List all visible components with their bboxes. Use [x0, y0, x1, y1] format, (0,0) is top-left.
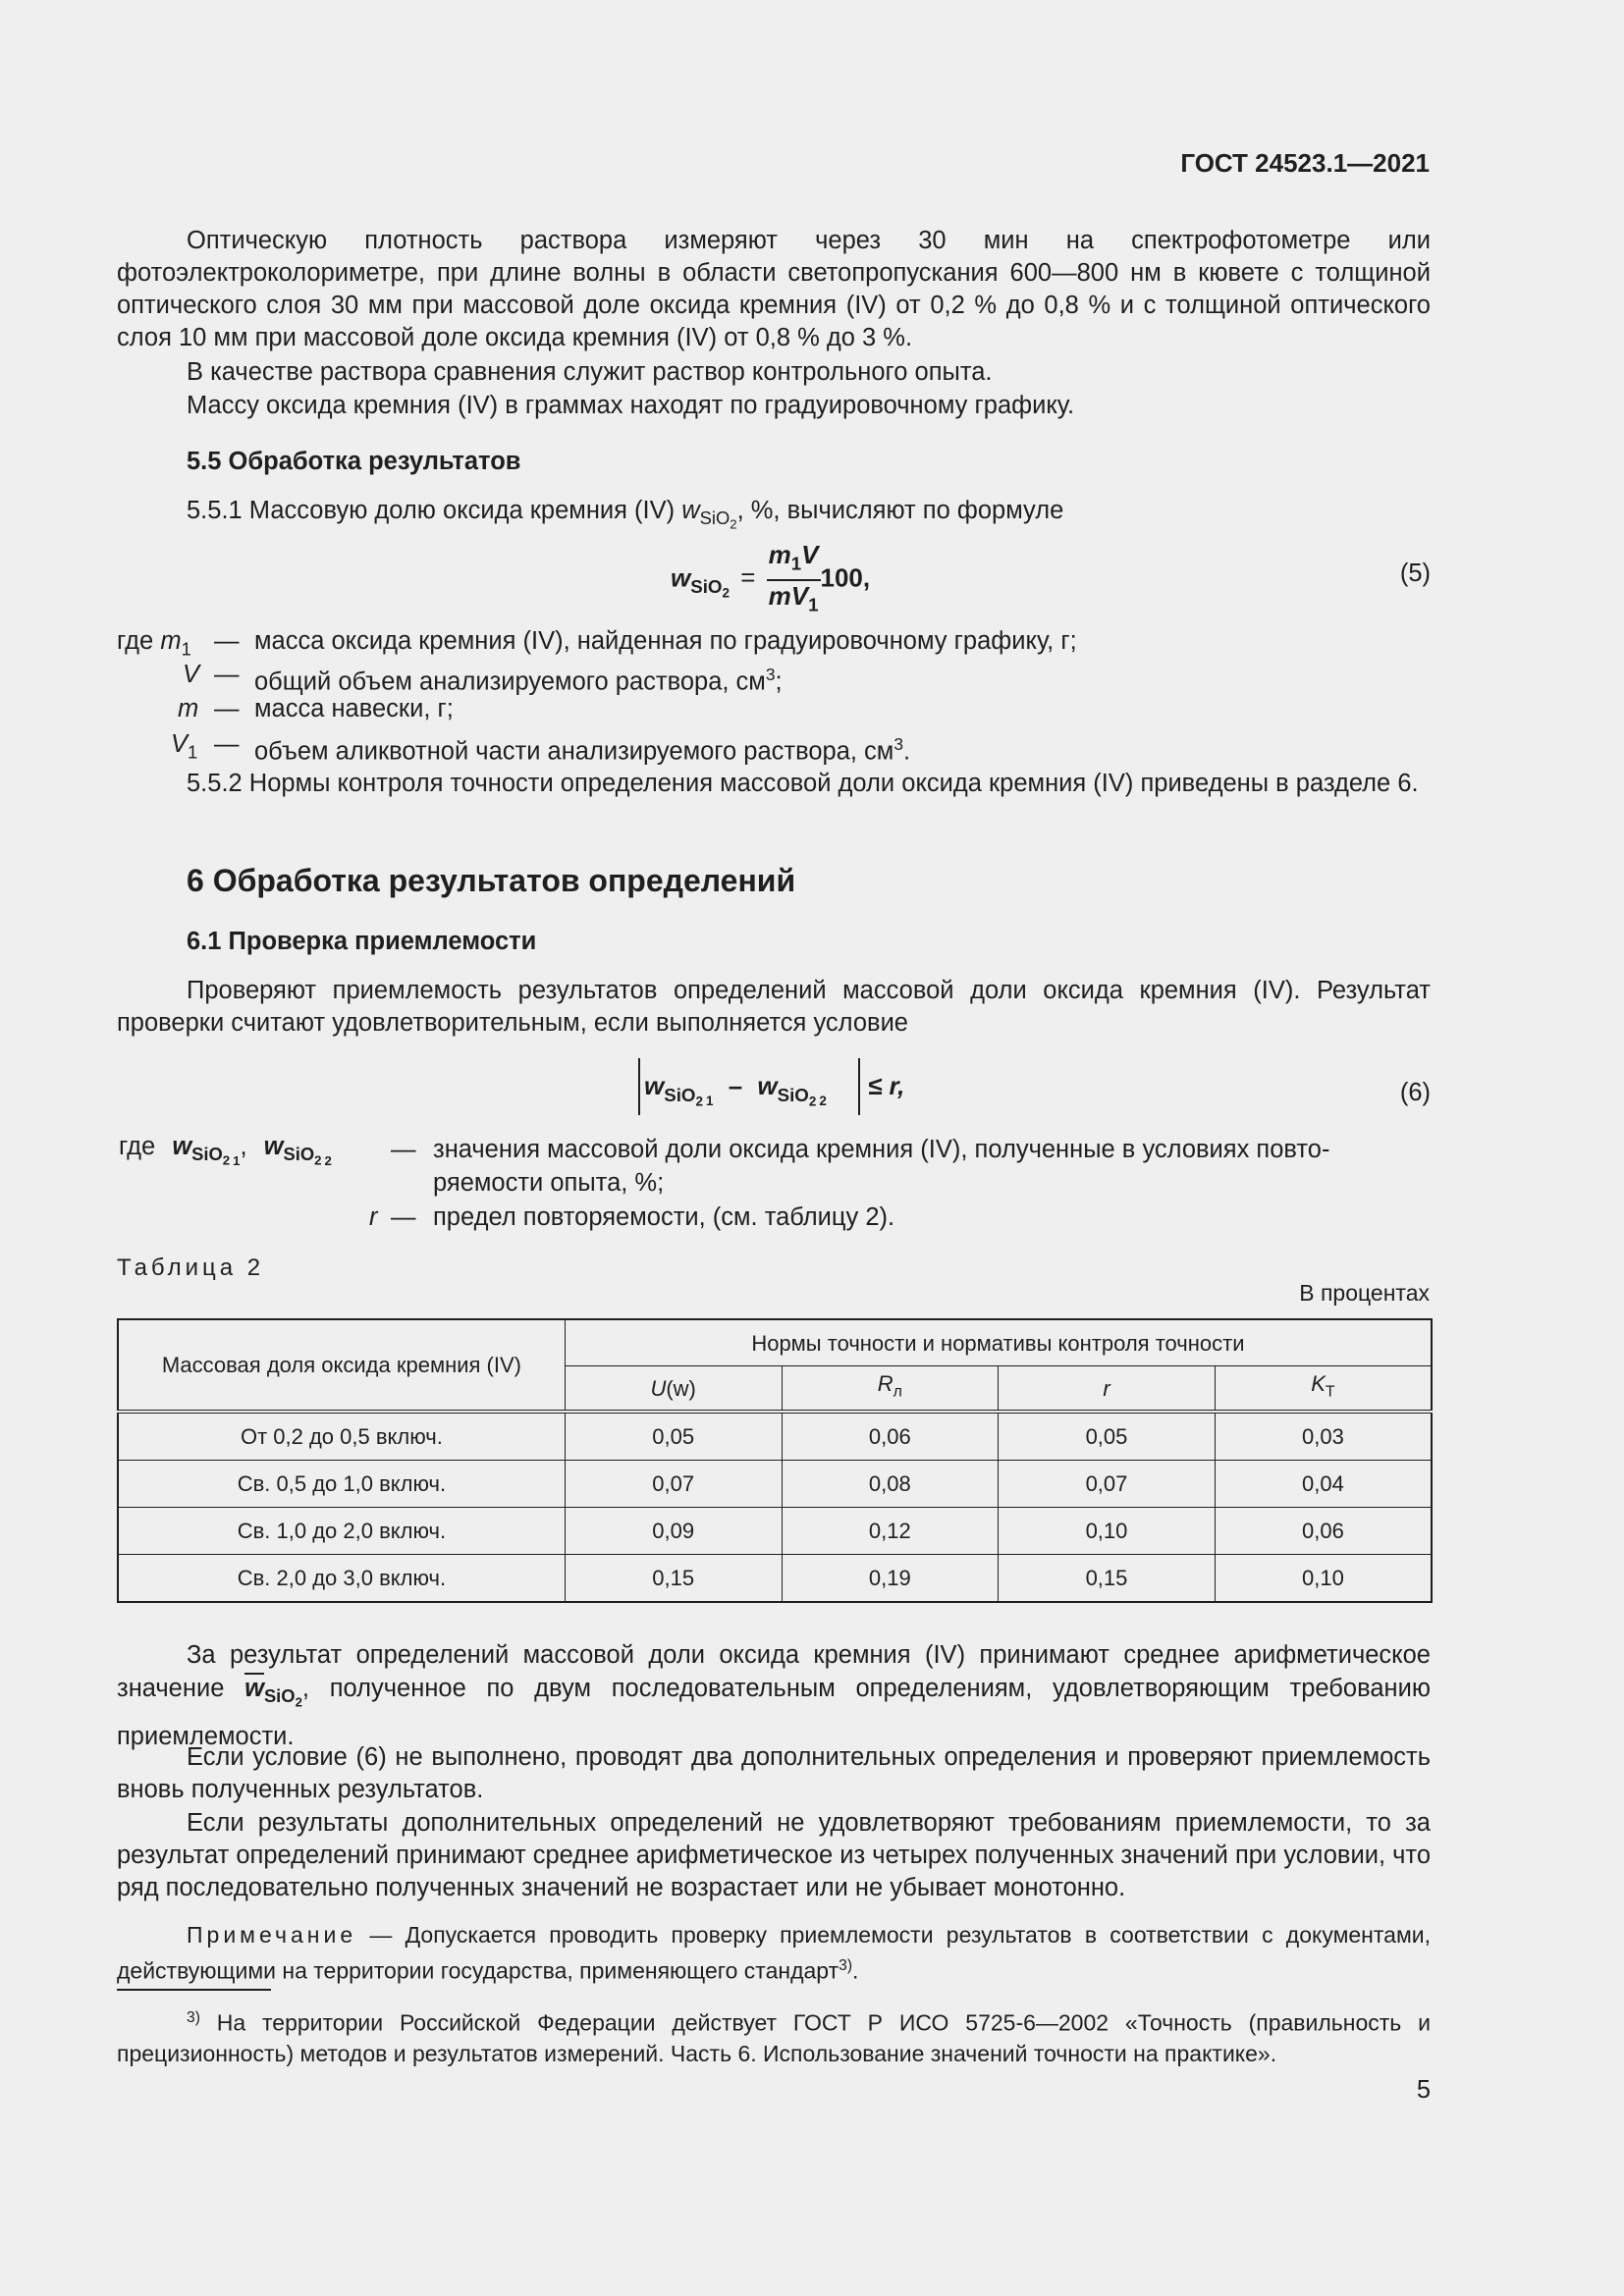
table-cell: 0,04 [1215, 1461, 1432, 1508]
dash: — [214, 730, 240, 758]
table-header-col0: Массовая доля оксида кремния (IV) [118, 1319, 565, 1412]
table-cell: 0,19 [782, 1555, 999, 1603]
note: Примечание — Допускается проводить проверку приемлемости результатов в соответствии с документами, действующими на территории государства, применяющего стандарт$^{3)}$. [117, 1922, 1431, 1984]
paragraph-mass-from-graph: Массу оксида кремния (IV) в граммах находят по градуировочному графику. [187, 392, 1075, 419]
section-6-heading: 6 Обработка результатов определений [187, 863, 796, 898]
table-row [118, 1412, 1432, 1461]
paragraph-5-5-1: 5.5.1 Массовую долю оксида кремния (IV) $w_{SiO_2}$, %, вычисляют по формуле [187, 497, 1064, 533]
table-cell: 0,06 [1215, 1508, 1432, 1555]
table-unit: В процентах [1299, 1280, 1430, 1306]
paragraph-reference-solution: В качестве раствора сравнения служит раствор контрольного опыта. [187, 358, 993, 386]
table-header-group: Нормы точности и нормативы контроля точности [565, 1319, 1432, 1366]
where6-symbol-r: r [369, 1203, 378, 1231]
formula-6-rhs: ≤ r, [868, 1071, 905, 1100]
table-cell: 0,03 [1215, 1412, 1432, 1461]
dash: — [391, 1203, 416, 1231]
paragraph-mean-value: За результат определений массовой доли оксида кремния (IV) принимают среднее арифметическое значение $w_{SiO_2}$, полученное по двум последовательным определениям, удовлетворяющим требованию приемлемости. [117, 1641, 1431, 1751]
table-caption: Таблица 2 [117, 1255, 265, 1281]
document-code: ГОСТ 24523.1—2021 [1180, 148, 1430, 178]
table-cell: 0,06 [782, 1412, 999, 1461]
paragraph-condition-not-met: Если условие (6) не выполнено, проводят два дополнительных определения и проверяют приемлемость вновь полученных результатов. [117, 1743, 1431, 1803]
formula-5: $w_{SiO_2}$ = $\frac{m_1V}{mV_1}$ 100, [671, 540, 870, 619]
table-cell: 0,08 [782, 1461, 999, 1508]
table-cell: 0,10 [999, 1508, 1216, 1555]
where6-label: где $w_{SiO_2 _1}$, $w_{SiO_2 _2}$ [119, 1133, 332, 1169]
table-row [118, 1508, 1432, 1555]
dash: — [214, 627, 240, 655]
where6-item-r: предел повторяемости, (см. таблицу 2). [433, 1203, 895, 1231]
table-cell: 0,12 [782, 1508, 999, 1555]
table-header-U: U(w) [565, 1366, 782, 1413]
paragraph-additional-results: Если результаты дополнительных определений не удовлетворяют требованиям приемлемости, то за результат определений принимают среднее арифметическое из четырех полученных значений при условии, что ряд последовательно полученных значений не возрастает или не убывает монотонно. [117, 1809, 1431, 1901]
table-cell: 0,15 [999, 1555, 1216, 1603]
accuracy-norms-table [117, 1318, 1433, 1603]
abs-bar-right [858, 1058, 860, 1115]
table-cell: 0,07 [565, 1461, 782, 1508]
table-cell: 0,05 [565, 1412, 782, 1461]
where6-item-w: значения массовой доли оксида кремния (IV), полученные в условиях повто- [433, 1136, 1330, 1163]
table-cell: От 0,2 до 0,5 включ. [118, 1412, 565, 1461]
paragraph-optical-density: Оптическую плотность раствора измеряют через 30 мин на спектрофотометре или фотоэлектроколориметре, при длине волны в области светопропускания 600—800 нм в кювете с толщиной оптического слоя 30 мм при массовой доле оксида кремния (IV) от 0,2 % до 0,8 % и с толщиной оптического слоя 10 мм при массовой доле оксида кремния (IV) от 0,8 % до 3 %. [117, 227, 1431, 351]
table-header-R: $R_л$ [782, 1366, 999, 1413]
paragraph-5-5-2: 5.5.2 Нормы контроля точности определения массовой доли оксида кремния (IV) приведены в разделе 6. [187, 770, 1419, 797]
footnote-separator [117, 1989, 271, 1991]
where-symbol-m: m [178, 695, 199, 722]
where-item-m1: масса оксида кремния (IV), найденная по градуировочному графику, г; [254, 627, 1077, 655]
table-cell: 0,05 [999, 1412, 1216, 1461]
table-cell: Св. 1,0 до 2,0 включ. [118, 1508, 565, 1555]
table-row [118, 1555, 1432, 1603]
table-header-K: $K_Т$ [1215, 1366, 1432, 1413]
formula-6: $w_{SiO_2 _1} - w_{SiO_2 _2}$ [644, 1071, 827, 1109]
where-label: где $m_1$ [117, 627, 191, 660]
where-symbol-V: V [183, 661, 200, 688]
fraction: $\frac{m_1V}{mV_1}$ [768, 540, 819, 615]
dash: — [214, 661, 240, 688]
table-cell: 0,07 [999, 1461, 1216, 1508]
table-cell: 0,15 [565, 1555, 782, 1603]
footnote: $^{3)}$ На территории Российской Федерации действует ГОСТ Р ИСО 5725-6—2002 «Точность (правильность и прецизионность) методов и результатов измерений. Часть 6. Использование значений точности на практике». [117, 2009, 1431, 2066]
where6-item-w-cont: ряемости опыта, %; [433, 1169, 665, 1197]
table-cell: Св. 0,5 до 1,0 включ. [118, 1461, 565, 1508]
section-6-1-heading: 6.1 Проверка приемлемости [187, 928, 537, 955]
paragraph-6-1: Проверяют приемлемость результатов определений массовой доли оксида кремния (IV). Результат проверки считают удовлетворительным, если выполняется условие [117, 977, 1431, 1037]
where-item-V: общий объем анализируемого раствора, $см^3$; [254, 665, 783, 696]
abs-bar-left [638, 1058, 640, 1115]
table-cell: 0,09 [565, 1508, 782, 1555]
dash: — [214, 695, 240, 722]
where-item-V1: объем аликвотной части анализируемого раствора, $см^3$. [254, 734, 911, 766]
table-cell: 0,10 [1215, 1555, 1432, 1603]
table-header-r: r [999, 1366, 1216, 1413]
where-item-m: масса навески, г; [254, 695, 454, 722]
dash: — [391, 1136, 416, 1163]
equation-number-5: (5) [1399, 560, 1431, 587]
where-symbol-V1: $V_1$ [171, 730, 198, 763]
page-number: 5 [1416, 2076, 1431, 2104]
table-row [118, 1461, 1432, 1508]
table-cell: Св. 2,0 до 3,0 включ. [118, 1555, 565, 1603]
section-5-5-heading: 5.5 Обработка результатов [187, 448, 521, 475]
equation-number-6: (6) [1399, 1079, 1431, 1106]
